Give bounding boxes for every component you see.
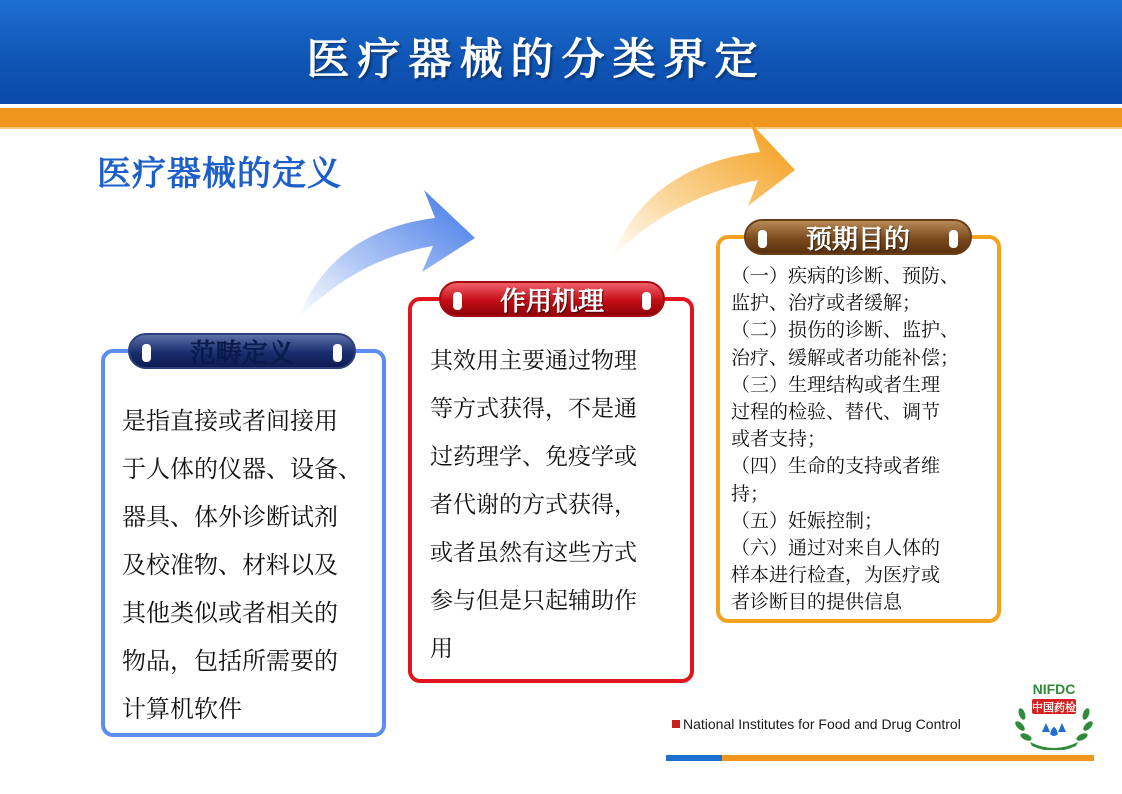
purpose-line: （一）疾病的诊断、预防、	[731, 265, 960, 287]
footer-org-text: National Institutes for Food and Drug Control	[683, 716, 961, 732]
mechanism-card	[408, 297, 694, 683]
nifdc-logo-icon	[1012, 676, 1096, 750]
logo-cn-text: 中国药检	[1032, 701, 1076, 714]
scope-card	[101, 349, 386, 737]
mechanism-text	[430, 337, 678, 673]
mechanism-line: 等方式获得，不是通	[430, 396, 637, 422]
label-dot-icon	[142, 344, 151, 362]
scope-line: 器具、体外诊断试剂	[122, 503, 338, 531]
purpose-line: （五）妊娠控制；	[731, 509, 884, 532]
purpose-line: 过程的检验、替代、调节	[731, 401, 941, 424]
purpose-line: （四）生命的支持或者维	[731, 455, 941, 478]
purpose-line: 样本进行检查，为医疗或	[731, 564, 941, 587]
mechanism-line: 或者虽然有这些方式	[430, 540, 637, 566]
purpose-line: 监护、治疗或者缓解；	[731, 292, 922, 315]
scope-line: 于人体的仪器、设备、	[122, 455, 362, 483]
label-dot-icon	[949, 230, 958, 248]
scope-label-text: 范畴定义	[189, 338, 294, 369]
label-dot-icon	[642, 292, 651, 310]
purpose-label	[744, 219, 972, 255]
label-dot-icon	[758, 230, 767, 248]
mechanism-label-text: 作用机理	[499, 286, 604, 317]
scope-line: 其他类似或者相关的	[122, 599, 338, 627]
mechanism-line: 其效用主要通过物理	[430, 348, 637, 374]
mechanism-line: 参与但是只起辅助作	[430, 588, 637, 614]
page-title: 医疗器械的分类界定	[306, 35, 766, 85]
scope-line: 是指直接或者间接用	[122, 407, 338, 435]
logo-top-text: NIFDC	[1032, 681, 1076, 697]
footer-org	[672, 716, 961, 732]
mechanism-line: 用	[430, 636, 453, 662]
section-title: 医疗器械的定义	[97, 154, 342, 194]
purpose-line: （二）损伤的诊断、监护、	[731, 319, 960, 342]
purpose-line: 持；	[731, 482, 770, 505]
purpose-line: （三）生理结构或者生理	[731, 373, 941, 396]
purpose-line: 或者支持；	[731, 428, 827, 451]
mechanism-line: 者代谢的方式获得，	[430, 492, 637, 518]
scope-label	[128, 333, 356, 369]
purpose-card	[716, 235, 1001, 623]
footer-line-blue	[666, 755, 722, 761]
label-dot-icon	[333, 344, 342, 362]
purpose-label-text: 预期目的	[805, 224, 910, 255]
purpose-line: （六）通过对来自人体的	[731, 537, 941, 560]
mechanism-label	[439, 281, 665, 317]
scope-text	[122, 397, 370, 733]
scope-line: 及校准物、材料以及	[122, 551, 338, 579]
scope-line: 计算机软件	[122, 695, 242, 723]
purpose-line: 治疗、缓解或者功能补偿；	[731, 346, 960, 369]
purpose-line: 者诊断目的提供信息	[731, 591, 903, 614]
red-square-bullet-icon	[672, 720, 680, 728]
label-dot-icon	[453, 292, 462, 310]
mechanism-line: 过药理学、免疫学或	[430, 444, 637, 470]
footer-line-orange	[722, 755, 1094, 761]
scope-line: 物品，包括所需要的	[122, 647, 338, 675]
purpose-text	[731, 263, 993, 617]
